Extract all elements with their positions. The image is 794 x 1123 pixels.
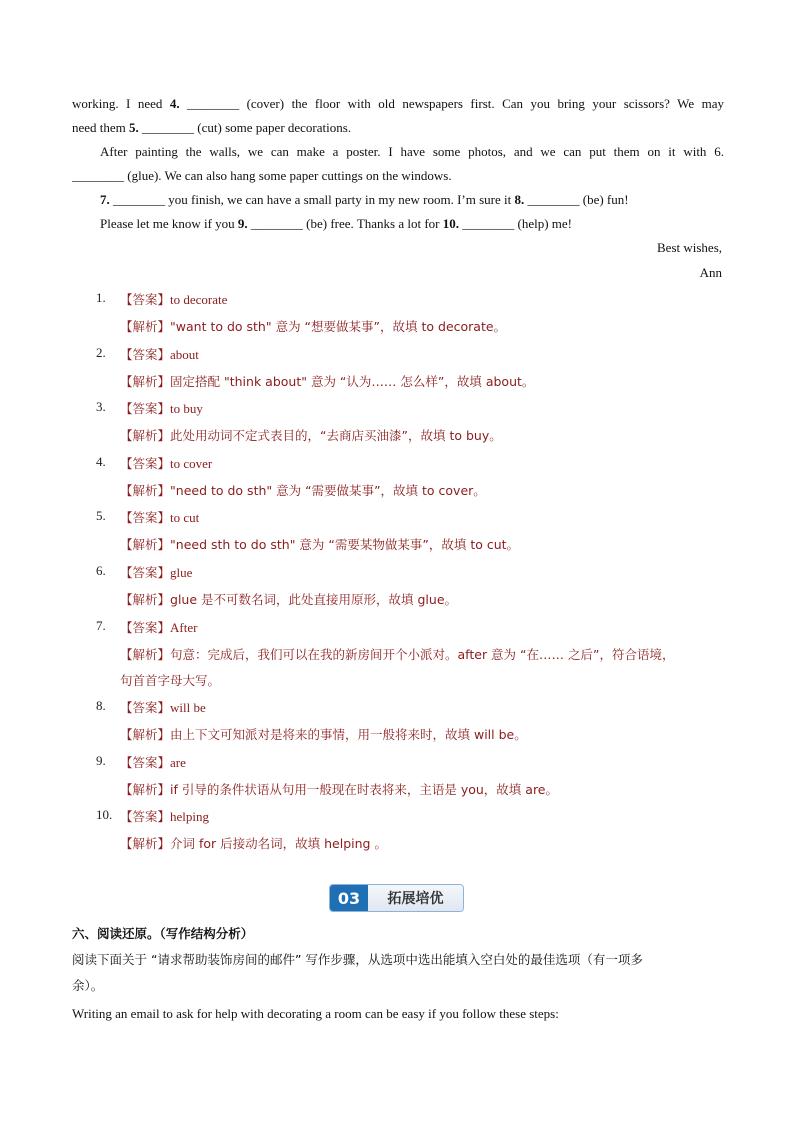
analysis-row bbox=[120, 645, 674, 663]
section-badge bbox=[329, 884, 464, 912]
analysis-row bbox=[120, 725, 527, 743]
passage-line: 7. ________ you finish, we can have a small party in my new room. I’m sure it 8. ________ (be) fun! bbox=[100, 192, 629, 207]
answer-number: 7. bbox=[96, 618, 106, 633]
analysis-text: if 引导的条件状语从句用一般现在时表将来，主语是 you，故填 are。 bbox=[170, 782, 558, 797]
answer-tag: 【答案】 bbox=[120, 620, 171, 635]
analysis-row bbox=[120, 590, 457, 608]
answer-tag: 【答案】 bbox=[120, 456, 171, 471]
answer-row bbox=[120, 618, 197, 636]
answer-number: 10. bbox=[96, 807, 113, 822]
analysis-row bbox=[120, 780, 558, 798]
intro-line: Writing an email to ask for help with decorating a room can be easy if you follow these steps: bbox=[72, 1006, 559, 1021]
answer-tag: 【答案】 bbox=[120, 401, 171, 416]
analysis-continuation: 句首首字母大写。 bbox=[120, 673, 221, 688]
analysis-tag: 【解析】 bbox=[120, 782, 171, 797]
closing: Best wishes, bbox=[657, 240, 722, 255]
answer-tag: 【答案】 bbox=[120, 809, 171, 824]
section-number: 03 bbox=[330, 885, 368, 911]
analysis-row bbox=[120, 535, 519, 553]
answer-value: helping bbox=[170, 809, 210, 824]
analysis-tag: 【解析】 bbox=[120, 428, 171, 443]
answer-number: 3. bbox=[96, 399, 106, 414]
answer-tag: 【答案】 bbox=[120, 347, 171, 362]
answer-number: 5. bbox=[96, 508, 106, 523]
analysis-tag: 【解析】 bbox=[120, 319, 171, 334]
answer-value: After bbox=[170, 620, 198, 635]
analysis-text: 此处用动词不定式表目的，“去商店买油漆”，故填 to buy。 bbox=[170, 428, 502, 443]
answer-number: 9. bbox=[96, 753, 106, 768]
analysis-text: glue 是不可数名词，此处直接用原形，故填 glue。 bbox=[170, 592, 458, 607]
signature: Ann bbox=[699, 265, 722, 280]
answer-value: to cut bbox=[170, 510, 200, 525]
answer-number: 8. bbox=[96, 698, 106, 713]
analysis-row bbox=[120, 834, 387, 852]
analysis-tag: 【解析】 bbox=[120, 592, 171, 607]
analysis-tag: 【解析】 bbox=[120, 537, 171, 552]
passage-line: After painting the walls, we can make a poster. I have some photos, and we can put them on it with 6. bbox=[100, 144, 724, 159]
answer-tag: 【答案】 bbox=[120, 510, 171, 525]
answer-value: about bbox=[170, 347, 199, 362]
answer-value: to cover bbox=[170, 456, 213, 471]
answer-row bbox=[120, 753, 186, 771]
instruction-line: 余）。 bbox=[72, 978, 104, 993]
passage-line: ________ (glue). We can also hang some paper cuttings on the windows. bbox=[72, 168, 452, 183]
analysis-text: 固定搭配 "think about" 意为 “认为…… 怎么样”，故填 about。 bbox=[170, 374, 535, 389]
analysis-text: 句意：完成后，我们可以在我的新房间开个小派对。after 意为 “在…… 之后”，符合语境， bbox=[170, 647, 675, 662]
passage-line: working. I need 4. ________ (cover) the floor with old newspapers first. Can you bring your scissors? We may bbox=[72, 96, 724, 111]
analysis-row bbox=[120, 317, 506, 335]
analysis-tag: 【解析】 bbox=[120, 727, 171, 742]
section-heading: 六、阅读还原。（写作结构分析） bbox=[72, 926, 254, 941]
analysis-text: "need to do sth" 意为 “需要做某事”，故填 to cover。 bbox=[170, 483, 486, 498]
answer-row bbox=[120, 454, 212, 472]
answer-number: 2. bbox=[96, 345, 106, 360]
answer-number: 4. bbox=[96, 454, 106, 469]
answer-value: to decorate bbox=[170, 292, 228, 307]
answer-tag: 【答案】 bbox=[120, 755, 171, 770]
analysis-tag: 【解析】 bbox=[120, 483, 171, 498]
answer-number: 1. bbox=[96, 290, 106, 305]
analysis-tag: 【解析】 bbox=[120, 647, 171, 662]
section-title: 拓展培优 bbox=[368, 885, 463, 911]
passage-line: Please let me know if you 9. ________ (be) free. Thanks a lot for 10. ________ (help) me! bbox=[100, 216, 573, 231]
analysis-tag: 【解析】 bbox=[120, 836, 171, 851]
answer-row bbox=[120, 399, 203, 417]
answer-value: glue bbox=[170, 565, 193, 580]
analysis-row bbox=[120, 426, 502, 444]
instruction-line: 阅读下面关于 “请求帮助装饰房间的邮件” 写作步骤，从选项中选出能填入空白处的最佳选项（有一项多 bbox=[72, 952, 643, 967]
answer-value: will be bbox=[170, 700, 206, 715]
analysis-text: "want to do sth" 意为 “想要做某事”，故填 to decorate。 bbox=[170, 319, 507, 334]
answer-row bbox=[120, 345, 199, 363]
answer-tag: 【答案】 bbox=[120, 565, 171, 580]
analysis-text: 介词 for 后接动名词，故填 helping 。 bbox=[170, 836, 387, 851]
answer-tag: 【答案】 bbox=[120, 292, 171, 307]
answer-tag: 【答案】 bbox=[120, 700, 171, 715]
analysis-text: "need sth to do sth" 意为 “需要某物做某事”，故填 to cut。 bbox=[170, 537, 520, 552]
analysis-tag: 【解析】 bbox=[120, 374, 171, 389]
passage-line: need them 5. ________ (cut) some paper decorations. bbox=[72, 120, 352, 135]
analysis-row bbox=[120, 372, 534, 390]
answer-row bbox=[120, 807, 209, 825]
answer-value: are bbox=[170, 755, 186, 770]
answer-row bbox=[120, 508, 199, 526]
analysis-row bbox=[120, 481, 486, 499]
answer-row bbox=[120, 698, 206, 716]
answer-row bbox=[120, 563, 192, 581]
answer-value: to buy bbox=[170, 401, 203, 416]
answer-row bbox=[120, 290, 227, 308]
answer-number: 6. bbox=[96, 563, 106, 578]
analysis-text: 由上下文可知派对是将来的事情，用一般将来时，故填 will be。 bbox=[170, 727, 527, 742]
